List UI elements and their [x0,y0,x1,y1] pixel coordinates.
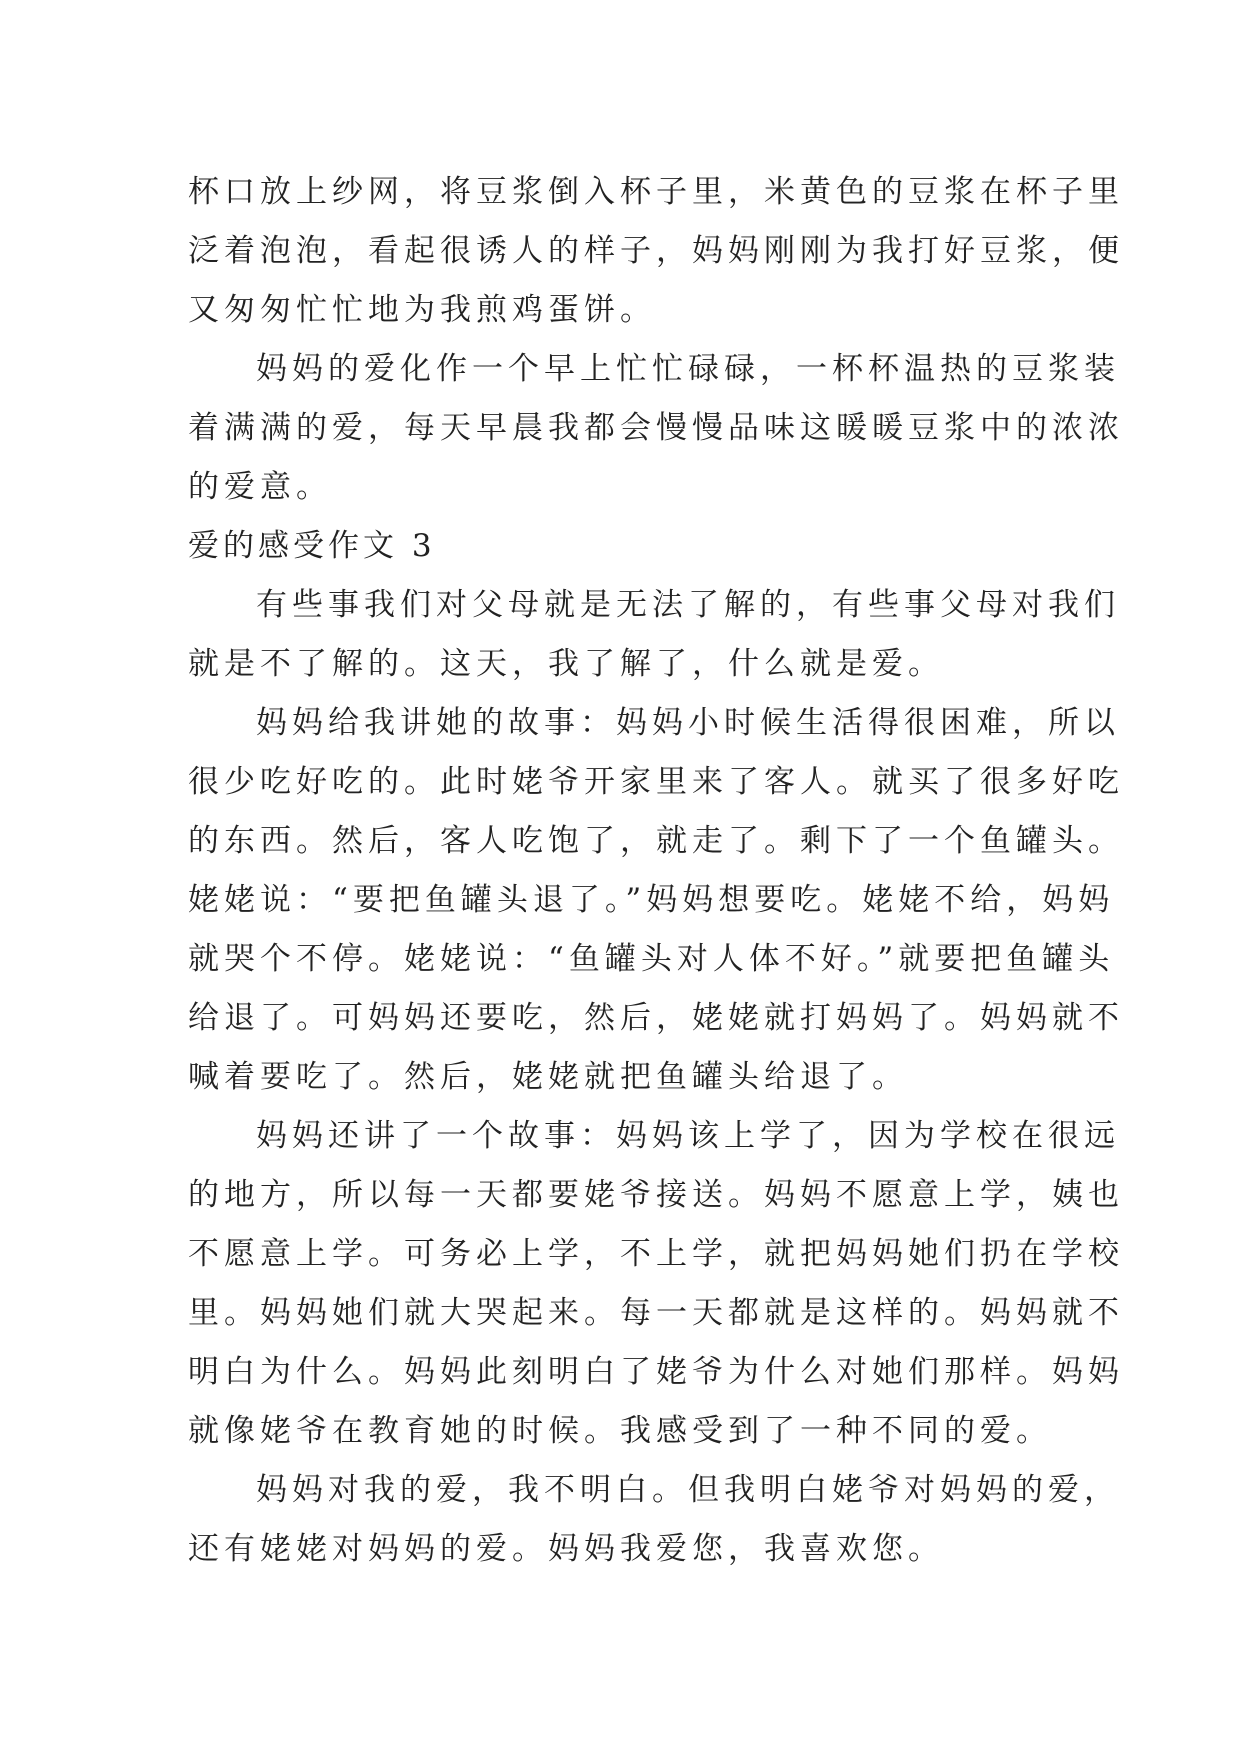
text-line: 泛着泡泡，看起很诱人的样子，妈妈刚刚为我打好豆浆，便 [188,233,1124,269]
text-line: 妈妈还讲了一个故事：妈妈该上学了，因为学校在很远 [256,1118,1120,1154]
text-line: 杯口放上纱网，将豆浆倒入杯子里，米黄色的豆浆在杯子里 [188,174,1124,210]
text-line: 有些事我们对父母就是无法了解的，有些事父母对我们 [256,587,1120,623]
text-line: 还有姥姥对妈妈的爱。妈妈我爱您，我喜欢您。 [188,1531,944,1567]
document-body [188,163,1124,1579]
text-line: 给退了。可妈妈还要吃，然后，姥姥就打妈妈了。妈妈就不 [188,1000,1124,1036]
text-line: 明白为什么。妈妈此刻明白了姥爷为什么对她们那样。妈妈 [188,1354,1124,1390]
text-line: 的东西。然后，客人吃饱了，就走了。剩下了一个鱼罐头。 [188,823,1124,859]
text-line: 妈妈给我讲她的故事：妈妈小时候生活得很困难，所以 [256,705,1120,741]
text-line: 就是不了解的。这天，我了解了，什么就是爱。 [188,646,944,682]
paragraph [188,1107,1124,1461]
paragraph [188,694,1124,1107]
text-line: 很少吃好吃的。此时姥爷开家里来了客人。就买了很多好吃 [188,764,1124,800]
paragraph [188,1461,1120,1579]
paragraph [188,340,1124,517]
paragraph [188,576,1120,694]
text-line: 就哭个不停。姥姥说：“鱼罐头对人体不好。”就要把鱼罐头 [188,941,1115,977]
paragraph-continuation [188,163,1124,340]
text-line: 着满满的爱，每天早晨我都会慢慢品味这暖暖豆浆中的浓浓 [188,410,1124,446]
text-line: 的爱意。 [188,469,332,505]
text-line: 里。妈妈她们就大哭起来。每一天都就是这样的。妈妈就不 [188,1295,1124,1331]
text-line: 喊着要吃了。然后，姥姥就把鱼罐头给退了。 [188,1059,908,1095]
text-line: 妈妈对我的爱，我不明白。但我明白姥爷对妈妈的爱， [256,1472,1120,1508]
text-line: 的地方，所以每一天都要姥爷接送。妈妈不愿意上学，姨也 [188,1177,1124,1213]
text-line: 又匆匆忙忙地为我煎鸡蛋饼。 [188,292,656,328]
text-line: 就像姥爷在教育她的时候。我感受到了一种不同的爱。 [188,1413,1052,1449]
text-line: 姥姥说：“要把鱼罐头退了。”妈妈想要吃。姥姥不给，妈妈 [188,882,1115,918]
text-line: 不愿意上学。可务必上学，不上学，就把妈妈她们扔在学校 [188,1236,1124,1272]
text-line: 妈妈的爱化作一个早上忙忙碌碌，一杯杯温热的豆浆装 [256,351,1120,387]
section-title: 爱的感受作文 3 [188,528,436,564]
